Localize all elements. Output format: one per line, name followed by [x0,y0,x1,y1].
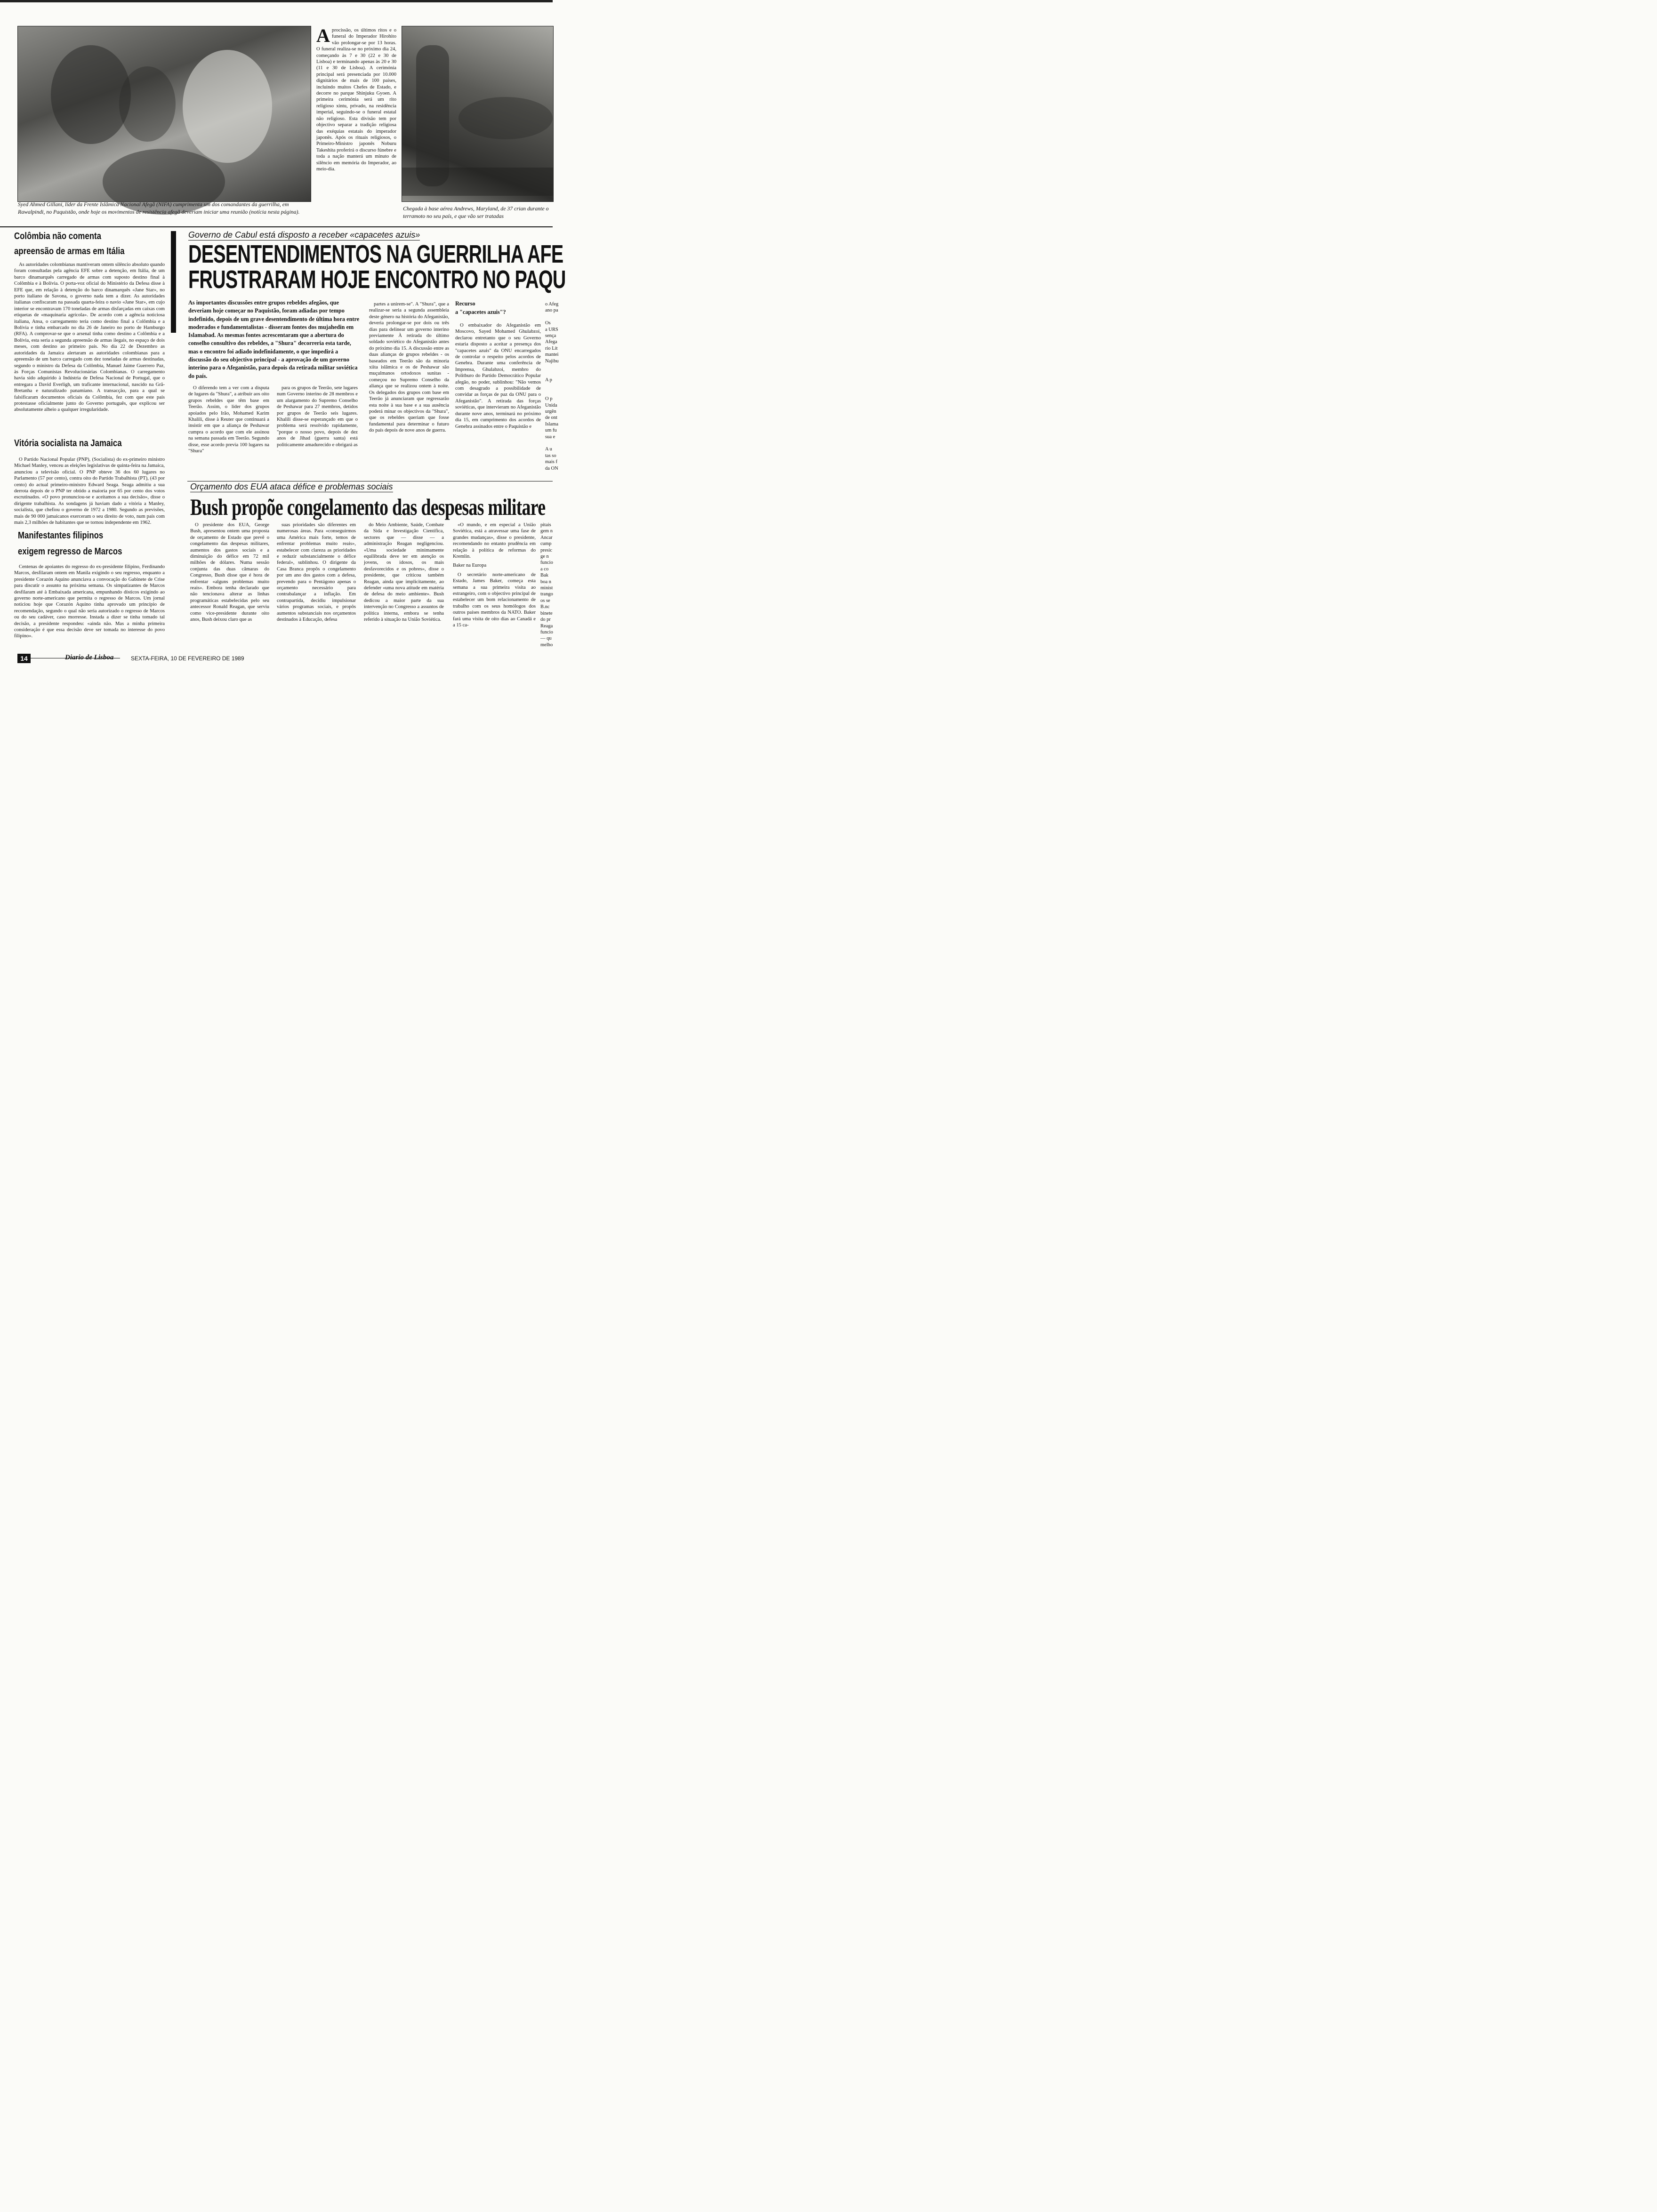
afghan-col-5-line: da ON [545,465,558,471]
afghan-col-5-line: Islama [545,421,558,427]
afghan-col-5-line [545,383,553,389]
filipinos-headline-1: Manifestantes filipinos [18,530,104,541]
afghan-col-5-line [545,314,553,320]
bush-col-5-line: funcio [540,560,553,566]
bush-col-5-line: trango [540,592,553,597]
photo-gillani [17,26,311,202]
bush-col-5-line: presic [540,547,553,553]
afghan-col-5-line: sença [545,333,556,339]
bush-col-5-lines [540,522,553,648]
bush-col-5-line: B.nc [540,604,550,610]
bush-col-5-line: boa n [540,579,552,585]
afghan-col-5-line: mantei [545,352,559,358]
afghan-kicker: Governo de Cabul está disposto a receber «capacetes azuis» [188,230,420,240]
afghan-col-5-line: a URS [545,327,558,332]
afghan-col-1-text: O diferendo tem a ver com a disputa de lugares da "Shura", a atribuir aos oito grupos rebeldes que têm base em Teerão. Assim, o líder dos grupos apoiados pelo Irão, Mohamed Karim Khalili, disse à Reuter que continuará a insistir em que a aliança de Peshawar cumpra o acordo que com ele assinou na semana passada em Teerão. Segundo disse, esse acordo previa 100 lugares na "Shura" [188,385,269,454]
afghan-col-5-line: A u [545,447,552,452]
bush-col-4a-text: «O mundo, e em especial a União Soviética, está a atravessar uma fase de grandes mudanças», disse o presidente, recomendando no entanto prudência em relação à política de reformas do Kremlin. [453,522,536,560]
afghan-col-5-line: Os [545,321,551,326]
afghan-col-5-line: Unida [545,402,557,408]
bush-col-5-line: minist [540,585,553,591]
afghan-col-4-text: O embaixador do Afeganistão em Moscovo, Sayed Mohamed Ghulabzoi, declarou entretanto que o seu Governo estaria disposto a aceitar a presença dos "capacetes azuis" da ONU encarregados de controlar o respeito pelos acordos de Genebra. Durante uma conferência de Imprensa, Ghulabzoi, membro do Politburo do Partido Democrático Popular afegão, no poder, sublinhou: "Não vemos com desagrado a possibilidade de convidar as forças de paz da ONU para o Afeganistão". A retirada das forças soviéticas, que intervieram no Afeganistão durante nove anos, terminará no próximo dia 15, em cumprimento dos acordos de Genebra assinados entre o Paquistão e [455,323,541,429]
filipinos-headline-2: exigem regresso de Marcos [18,546,122,557]
afghan-subhead-1: Recurso [455,300,475,307]
afghan-col-5-line: rio Lít [545,345,558,351]
masthead: Diario de Lisboa [65,654,114,661]
afghan-headline-2: FRUSTRARAM HOJE ENCONTRO NO PAQU [188,265,566,294]
afghan-col-5-line [545,370,553,377]
afghan-col-5-line: o Afeg [545,302,559,307]
afghan-col-3-text: partes a unirem-se". A "Shura", que a realizar-se seria a segunda assembleia deste género na história do Afeganistão, deveria prolongar-se por dois ou três dias para delinear um governo interino previamente À retirada do último soldado soviético do Afeganistão antes do próximo dia 15. A discussão entre as duas alianças de grupos rebeldes - os baseados em Teerão são da minoria xiita islâmica e os de Peshawar são muçulmanos ortodoxos sunitas - começou no Supremo Conselho da aliança que se realizou ontem à noite. Os delegados dos grupos com base em Teerão já anunciaram que regressarão esta noite à sua base e a sua ausência poderá minar os objectivos da "Shura", que os rebeldes queriam que fosse fundamental para determinar o futuro do país depois de nove anos de guerra. [369,302,449,433]
afghan-black-bar [171,231,176,333]
bush-col-5-line: gem n [540,529,553,534]
bush-col-4 [453,522,536,649]
afghan-col-5-line: de ont [545,415,557,421]
bush-col-2-text: suas prioridades são diferentes em numerosas áreas. Para «conseguirmos uma América mais forte, temos de enfrentar problemas muito reais», estabelecer com clareza as prioridades e reduzir substancialmente o défice federal», sublinhou. O dirigente da Casa Branca propôs o congelamento por um ano dos gastos com a defesa, prevendo para o Pentágono apenas o orçamento necessário para contrabalançar a inflação. Em contrapartida, decidiu impulsionar vários programas sociais, e propôs aumentos substanciais nos orçamentos destinados à Educação, defesa [277,522,356,623]
bush-col-5-line: cump [540,541,552,547]
bush-col-5-line: — qu [540,636,552,641]
photo-andrews-caption: Chegada à base aérea Andrews, Maryland, de 37 crian durante o terramoto no seu país, e que vão ser tratadas [403,205,549,219]
jamaica-text: O Partido Nacional Popular (PNP), (Socialista) do ex-primeiro ministro Michael Manley, venceu as eleições legislativas de quinta-feira na Jamaica, anunciou a televisão oficial. O PNP obteve 36 dos 60 lugares no Parlamento (57 por cento), contra oito do Partido Trabalhista (PT), (43 por cento) do actual primeiro-ministro Edward Seaga. Seaga admitiu a sua derrota depois de o PNP ter obtido a maioria por 65 por cento dos votos escrutinados. «O povo pronunciou-se e aceitamos a sua decisão», disse o dirigente trabalhista. As sondagens já haviam dado a vitória a Manley, socialista, que chefiou o governo de 1972 a 1980. Segundo as previsões, mais de 90 000 jamaicanos exerceram o seu direito de voto, num país com mais 2,3 milhões de habitantes que se tornou independente em 1962. [14,457,165,526]
afghan-col-5-line: tas so [545,453,556,458]
afghan-col-5-line: Najibu [545,358,559,364]
bush-col-5-line: ge n [540,554,549,560]
afghan-col-5-line: sua e [545,434,555,440]
afghan-col-5-line: Afega [545,339,557,345]
afghan-col-5-line: ano pa [545,308,558,313]
afghan-col-5 [545,301,559,475]
bush-col-4b-text: O secretário norte-americano de Estado, James Baker, começa esta semana a sua primeira visita ao estrangeiro, com o objectivo principal de estabelecer um bom relacionamento de trabalho com os seus homólogos dos outros países membros da NATO. Baker fará uma visita de oito dias ao Canadá e a 15 ca- [453,572,536,628]
afghan-col-5-line: um fu [545,428,557,433]
afghan-col-2 [277,385,358,474]
bush-subhead: Baker na Europa [453,563,487,569]
afghan-col-5-line: O p [545,396,553,402]
bush-col-5-line: Bak [540,573,548,578]
bush-col-5-line: Reaga [540,623,553,629]
footer-date: SEXTA-FEIRA, 10 DE FEVEREIRO DE 1989 [131,655,244,662]
bush-col-5-line: pitais [540,522,551,528]
bush-col-5 [540,522,553,649]
jamaica-headline: Vitória socialista na Jamaica [14,438,122,449]
afghan-lead: As importantes discussões entre grupos rebeldes afegãos, que deveriam hoje começar no Paquistão, foram adiadas por tempo indefinido, depois de um grave desentendimento de última hora entre moderados e fundamentalistas - disseram fontes dos mujahedin em Islamabad. As mesmas fontes acrescentaram que a abertura do conselho consultivo dos rebeldes, a "Shura" decorreria esta tarde, mas o encontro foi adiado indefinidamente, o que impedirá a discussão do seu objectivo principal - a aprovação de um governo interino para o Afeganistão, para depois da retirada militar soviética do país. [188,299,360,379]
afghan-col-5-line [545,390,553,396]
filipinos-text: Centenas de apoiantes do regresso do ex-presidente filipino, Ferdinando Marcos, desfilaram ontem em Manila exigindo o seu regresso, enquanto a presidente Corazón Aquino anunciava a convocação do Gabinete de Crise para discutir o assunto na próxima semana. Os simpatizantes de Marcos desfilaram até à Embaixada americana, empunhando dísticos exigindo ao governo norte-americano que permita o regresso de Marcos. Um jornal noticiou hoje que Corazón Aquino tinha aprovado um princípio de recomendação, segundo o qual não seria autorizado o regresso de Marcos ou do seu cadáver, caso morresse. Instada a dizer se tinha tomado tal decisão, a presidente respondeu: «ainda não. Mas a minha primeira consideração é que essa decisão deve ser tomada no interesse do povo filipino». [14,564,165,639]
colombia-headline-1: Colômbia não comenta [14,231,101,241]
page-top-rule [0,0,553,2]
bush-col-1 [190,522,269,649]
afghan-col-4 [455,322,541,476]
colombia-body [14,262,165,413]
bush-col-5-line: funcio [540,629,553,635]
bush-headline: Bush propõe congelamento das despesas militare [190,494,546,520]
afghan-col-1 [188,385,269,474]
afghan-subhead-2: a "capacetes azuis"? [455,309,506,315]
bush-col-5-line: binete [540,610,553,616]
afghan-col-3 [369,301,449,475]
afghan-col-5-line: mais f [545,459,557,465]
hirohito-article [316,27,396,220]
colombia-headline-2: apreensão de armas em Itália [14,246,125,256]
bush-col-5-line: melho [540,642,553,648]
afghan-col-5-line [545,440,553,446]
colombia-text: As autoridades colombianas mantiveram ontem silêncio absoluto quando foram consultadas pela agência EFE sobre a detenção, em Itália, de um barco dinamarquês carregado de armas com suposto destino final à Colômbia e à Bolívia. O porta-voz oficial do Ministério da Defesa disse à EFE que, em relação à detenção do barco dinamarquês «Jane Star», no porto italiano de Savona, o governo nada tem a dizer. As autoridades italianas confiscaram na passada quarta-feira o navio «Jane Star», em cujo interior se encontravam 170 toneladas de armas disfarçadas em caixas com etiquetas de «maquinaria agrícola». De acordo com a agência noticiosa italiana, Ansa, o carregamento teria como destino final a Colômbia e a Bolívia e tinha embarcado no dia 26 de Janeiro no porto de Hamburgo (RFA). A comprovar-se que o arsenal tinha como destino a Colômbia e a Bolívia, esta seria a segunda apreensão de armas ilegais, no espaço de dois meses, com destino ao primeiro país. No dia 22 de Dezembro as autoridades da Jamaica alertaram as autoridades colombianas para a apreensão de um barco carregado com dez toneladas de armas destinadas, segundo o ministro da Defesa da Colômbia, Manuel Jaime Guerrero Paz, às Forças Comunistas Revolucionárias Colombianas. O carregamento havia sido adquirido à Indústria de Defesa Nacional de Portugal, que o entregara a David Everligh, um traficante internacional, nascido na Grã-Bretanha e naturalizado panamiano. A transacção, para a qual se falsificaram documentos oficiais da Colômbia, fez com que este país protestasse oficialmente junto do Governo português, que explicou ser absolutamente alheio a qualquer irregularidade. [14,262,165,413]
filipinos-body [14,564,165,651]
section-divider [0,226,553,227]
afghan-col-5-line: A p [545,377,552,383]
bush-kicker: Orçamento dos EUA ataca défice e problemas sociais [190,482,393,491]
afghan-headline-1: DESENTENDIMENTOS NA GUERRILHA AFE [188,240,563,268]
photo-andrews-base [402,26,554,202]
hirohito-dropcap: A [316,25,330,46]
bush-col-5-line: a co [540,566,549,572]
afghan-col-5-line [545,364,553,370]
afghan-col-5-lines [545,301,559,472]
bush-col-3 [364,522,444,649]
bush-col-5-line: Ancar [540,535,553,540]
hirohito-text: procissão, os últimos ritos e o funeral do Imperador Hirohito vão prolongar-se por 13 horas. O funeral realiza-se no próximo dia 24, começando às 7 e 30 (22 e 30 de Lisboa) e terminando apenas às 20 e 30 (11 e 30 de Lisboa). A cerimónia principal será presenciada por 10.000 dignitários de mais de 100 países, incluindo muitos Chefes de Estado, e decorre no parque Shinjuku Gyoen. A primeira cerimónia será um rito religioso xintu, privado, na residência imperial, seguindo-se o funeral estatal não religioso. Esta divisão tem por objectivo separar a tradição religiosa das exéquias estatais do imperador japonês. Após os rituais religiosos, o Primeiro-Ministro japonês Noburu Takeshita proferirá o discurso fúnebre e toda a nação manterá um minuto de silêncio em memória do Imperador, ao meio-dia. [316,28,396,172]
afghan-col-2-text: para os grupos de Teerão, sete lugares num Governo interino de 28 membros e um alargamento do Supremo Conselho de Peshawar para 27 membros, detidos por grupos de Teerão seis lugares. Khalili disse-se esperançado em que o problema será resolvido rapidamente, "porque o nosso povo, depois de dez anos de Jihad (guerra santa) está politicamente amadurecido e obrigará as [277,385,358,448]
page-number: 14 [17,654,31,663]
bush-col-1-text: O presidente dos EUA, George Bush, apresentou ontem uma proposta de orçamento de Estado que prevê o congelamento das despesas militares, aumentos dos gastos sociais e a diminuição do défice em 72 mil milhões de dólares. Numa sessão conjunta das duas câmaras do Congresso, Bush disse que é hora de enfrentar «alguns problemas muito reais». Embora tenha declarado que não tencionava alterar as linhas programáticas estabelecidas pelo seu antecessor Ronald Reagan, que serviu como vice-presidente durante oito anos, Bush deixou claro que as [190,522,269,623]
afghan-col-5-line: urgên [545,409,556,414]
photo-gillani-caption: Syed Ahmed Gillani, líder da Frente Islâmica Nacional Afegã (NIFA) cumprimenta um dos comandantes da guerrilha, em Rawalpindi, no Paquistão, onde hoje os movimentos de resistência afegã deveriam iniciar uma reunião (notícia nesta página). [18,201,300,215]
bush-col-5-line: os se [540,598,550,603]
bush-col-2 [277,522,356,649]
bush-col-5-line: do pr [540,617,551,623]
bush-col-3-text: do Meio Ambiente, Saúde, Combate da Sida e Investigação Científica, sectores que — disse — a administração Reagan negligenciou. «Uma sociedade minimamente equilibrada deve ter em atenção os jovens, os idosos, os mais desfavorecidos e os pobres», disse o presidente, que criticou também Reagan, ainda que implicitamente, ao defender «uma nova atitude em matéria de defesa do meio ambiente». Bush dedicou a maior parte da sua intervenção no Congresso a assuntos de política interna, embora se tenha referido à situação na União Soviética. [364,522,444,623]
